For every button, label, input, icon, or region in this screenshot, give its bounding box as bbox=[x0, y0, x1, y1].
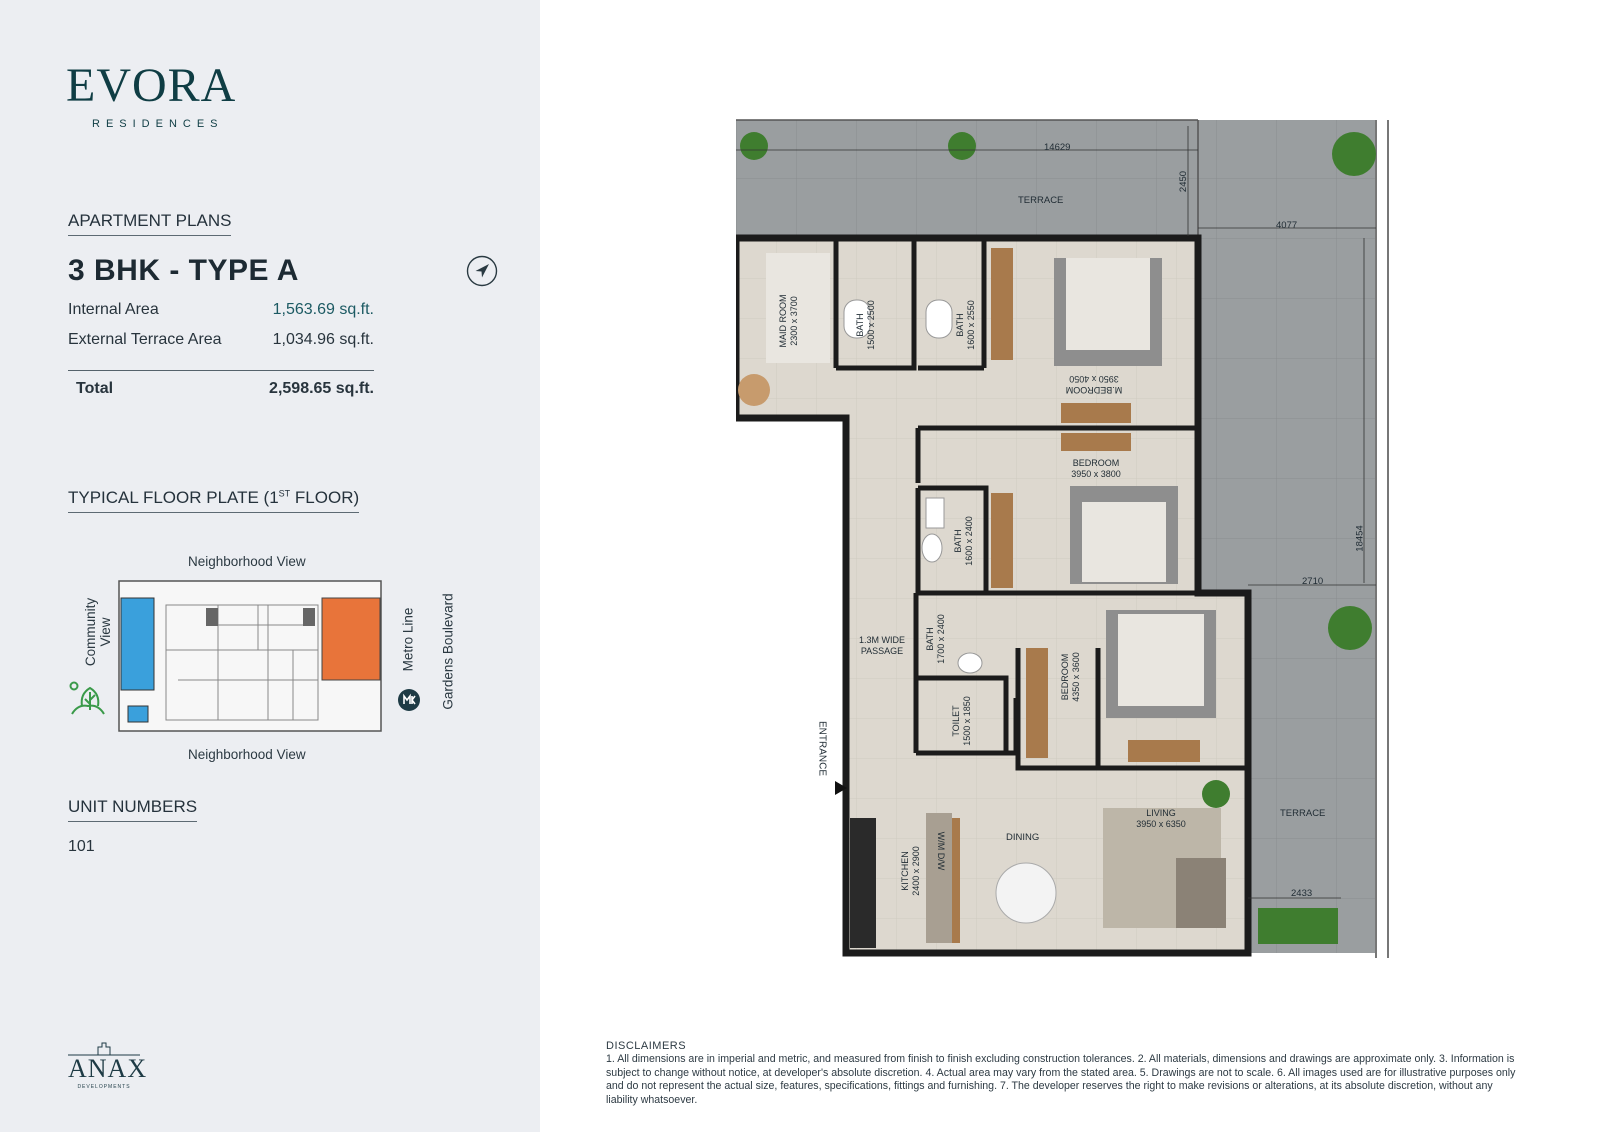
unit-type-title: 3 BHK - TYPE A bbox=[68, 254, 299, 287]
total-area-value: 2,598.65 sq.ft. bbox=[269, 380, 374, 397]
label-maid-room: MAID ROOM 2300 x 3700 bbox=[778, 294, 799, 348]
dim-right-top: 4077 bbox=[1276, 220, 1298, 231]
terrace-area-value: 1,034.96 sq.ft. bbox=[272, 331, 374, 348]
label-living: LIVING 3950 x 6350 bbox=[1136, 808, 1186, 829]
label-kitchen: KITCHEN 2400 x 2900 bbox=[900, 846, 921, 896]
internal-area-value: 1,563.69 sq.ft. bbox=[272, 301, 374, 318]
label-wm-dw: W/M D/W bbox=[936, 831, 946, 871]
floor-plate-diagram bbox=[118, 580, 382, 732]
terrace-right-upper bbox=[1198, 238, 1376, 593]
label-dining: DINING bbox=[1006, 832, 1040, 843]
apartment-plans-heading: APARTMENT PLANS bbox=[68, 211, 231, 236]
community-view-label: Community View bbox=[83, 597, 113, 667]
dim-top-side: 2450 bbox=[1178, 170, 1190, 193]
label-entrance: ENTRANCE bbox=[816, 720, 828, 776]
unit-number-value: 101 bbox=[68, 838, 95, 855]
dim-top: 14629 bbox=[1044, 142, 1071, 153]
terrace-area-label: External Terrace Area bbox=[68, 331, 222, 348]
info-panel bbox=[0, 0, 540, 1132]
total-area-label: Total bbox=[76, 380, 114, 397]
internal-area-label: Internal Area bbox=[68, 301, 159, 318]
metro-line-label: Metro Line bbox=[400, 607, 416, 672]
floor-plate-heading: TYPICAL FLOOR PLATE (1ST FLOOR) bbox=[68, 488, 359, 513]
label-bath-1: BATH 1500 x 2500 bbox=[855, 300, 876, 350]
brand-logo: EVORA bbox=[66, 59, 237, 112]
dim-bottom: 2433 bbox=[1291, 888, 1313, 899]
label-terrace-right: TERRACE bbox=[1280, 808, 1326, 819]
label-master-bedroom: M.BEDROOM 3950 x 4050 bbox=[1065, 374, 1123, 395]
top-view-label: Neighborhood View bbox=[188, 554, 306, 569]
floor-plan bbox=[736, 118, 1416, 978]
label-bath-3: BATH 1600 x 2400 bbox=[953, 516, 974, 566]
gardens-boulevard-label: Gardens Boulevard bbox=[440, 593, 456, 710]
label-bedroom-1: BEDROOM 3950 x 3800 bbox=[1071, 458, 1121, 479]
divider bbox=[68, 370, 374, 371]
disclaimer-text: 1. All dimensions are in imperial and metric, and measured from finish to finish excluding construction tolerances. 2. All materials, dimensions and drawings are approximate only. 3. Information is subject to change without notice, at developer's absolute discretion. 4. Actual area may vary from the stated area. 5. Drawings are not to scale. 6. All images used are for illustrative purposes only and do not represent the actual size, features, specifications, fittings and furnishing. 7. The developer reserves the right to make revisions or alterations, at its absolute discretion, without any liability whatsoever. bbox=[606, 1053, 1516, 1106]
north-arrow-icon bbox=[466, 255, 498, 287]
label-bath-4: BATH 1700 x 2400 bbox=[925, 614, 946, 664]
disclaimer-heading: DISCLAIMERS bbox=[606, 1040, 687, 1052]
bottom-view-label: Neighborhood View bbox=[188, 747, 306, 762]
dim-right-mid: 2710 bbox=[1302, 576, 1324, 587]
label-bath-2: BATH 1600 x 2550 bbox=[955, 300, 976, 350]
dim-right-side: 18454 bbox=[1354, 525, 1366, 552]
unit-numbers-heading: UNIT NUMBERS bbox=[68, 797, 197, 822]
metro-icon bbox=[398, 689, 420, 711]
label-terrace-top: TERRACE bbox=[1018, 195, 1064, 206]
label-bedroom-2: BEDROOM 4350 x 3600 bbox=[1060, 652, 1081, 702]
brand-subtitle: RESIDENCES bbox=[92, 118, 224, 130]
label-toilet: TOILET 1500 x 1850 bbox=[951, 696, 972, 746]
developer-logo: ANAX DEVELOPMENTS bbox=[68, 1042, 140, 1094]
entrance-arrow-icon bbox=[832, 780, 850, 796]
label-passage: 1.3M WIDE PASSAGE bbox=[858, 635, 905, 656]
community-tree-icon bbox=[68, 680, 108, 716]
